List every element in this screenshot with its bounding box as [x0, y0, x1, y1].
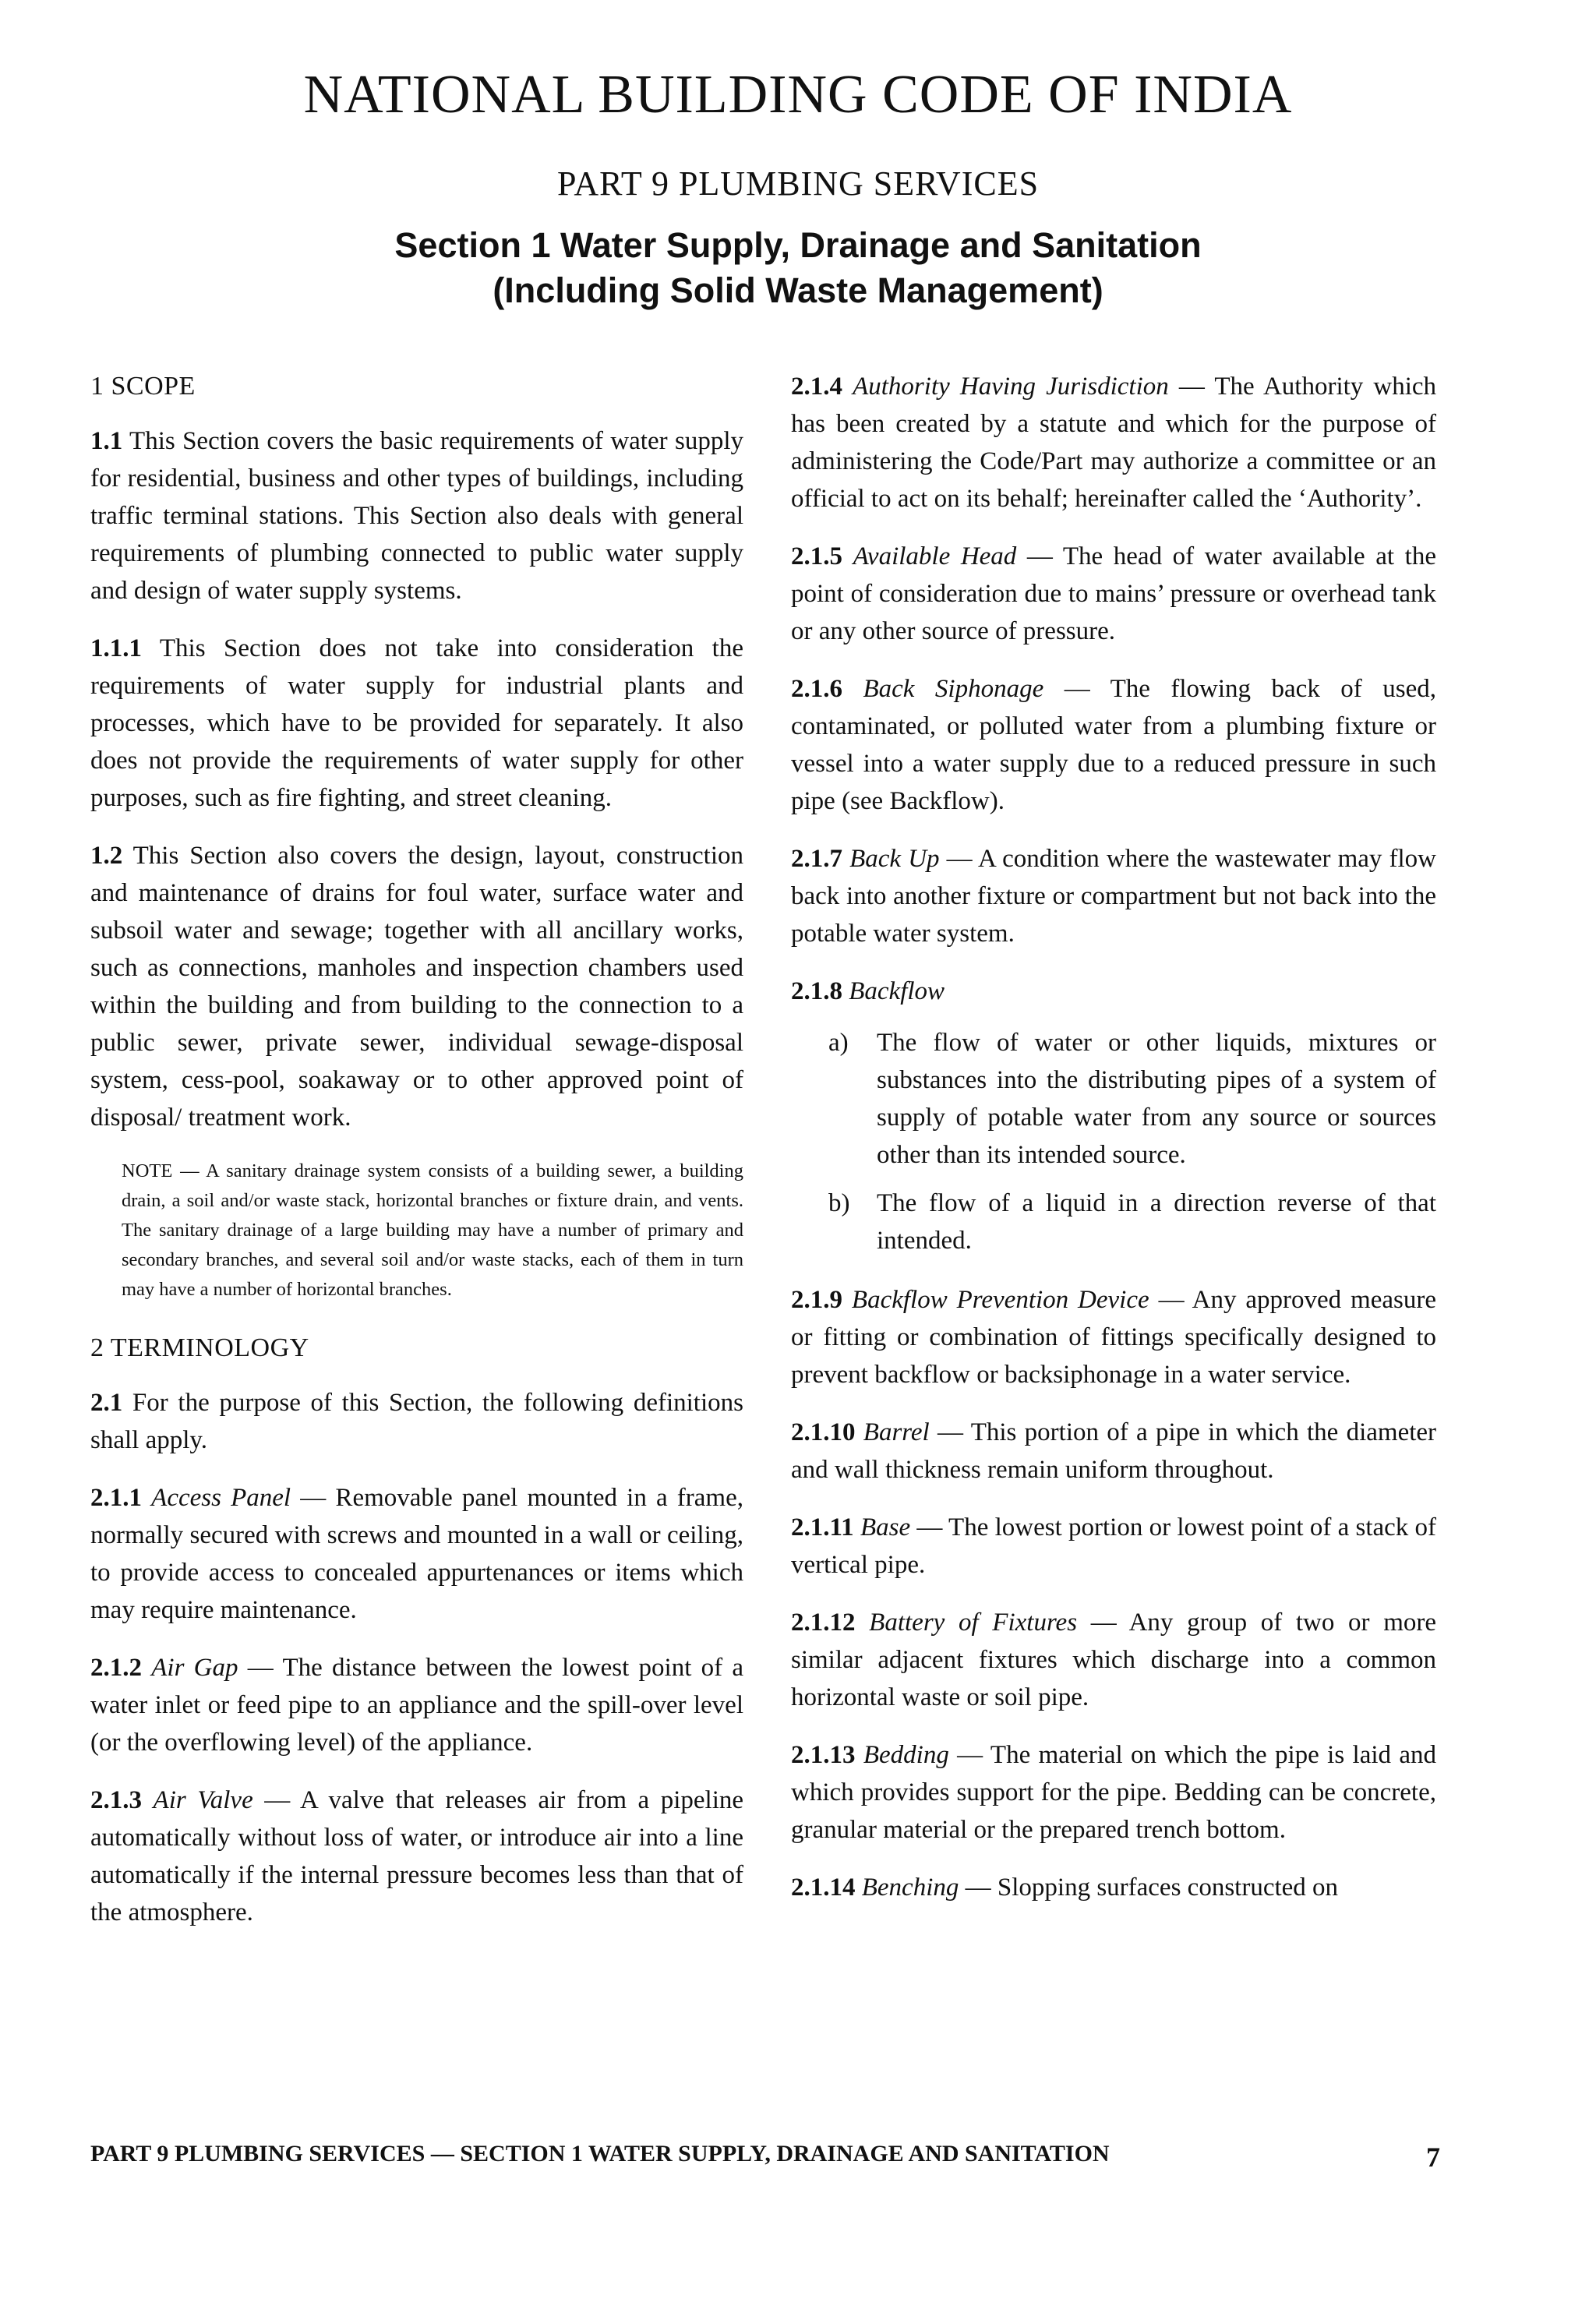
- list-item: [791, 1185, 1436, 1259]
- clause-number: 2.1.9: [791, 1286, 842, 1314]
- clause-text: This Section does not take into consideration the requirements of water supply for industrial plants and processes, which have to be provided for separately. It also does not provide the requirements of water supply for other purposes, such as fire fighting, and street cleaning.: [90, 634, 743, 812]
- section-title-line-2: (Including Solid Waste Management): [493, 270, 1103, 310]
- clause-number: 1.2: [90, 842, 123, 870]
- definition-2-1-11: [791, 1509, 1436, 1584]
- part-title: PART 9 PLUMBING SERVICES: [556, 164, 1040, 203]
- clause-number: 2.1.6: [791, 675, 842, 703]
- definition-text: — Removable panel mounted in a frame, normally secured with screws and mounted in a wall or ceiling, to provide access to concealed appurtenances or items which may require maintenance.: [90, 1484, 743, 1624]
- scope-heading: 1 SCOPE: [90, 372, 196, 401]
- definition-text: — A condition where the wastewater may flow back into another fixture or compartment but not back into the potable water system.: [791, 845, 1436, 948]
- clause-text: This Section also covers the design, layout, construction and maintenance of drains for foul water, surface water and subsoil water and sewage; together with all ancillary works, such as connections, manholes and inspection chambers used within the building and from building to the connection to a public sewer, private sewer, individual sewage-disposal system, cess-pool, soakaway or to other approved point of disposal/ treatment work.: [90, 842, 743, 1132]
- definition-2-1-12: [791, 1604, 1436, 1716]
- list-label: b): [828, 1189, 850, 1217]
- definition-text: — The flowing back of used, contaminated, or polluted water from a plumbing fixture or vessel into a water supply due to a reduced pressure in such pipe (see Backflow).: [791, 675, 1436, 815]
- definition-term: Barrel: [863, 1418, 930, 1446]
- definition-2-1-14: [791, 1869, 1436, 1906]
- clause-1-1-1: [90, 630, 743, 817]
- page-footer: [90, 2141, 1440, 2174]
- running-title: PART 9 PLUMBING SERVICES — SECTION 1 WATER SUPPLY, DRAINAGE AND SANITATION: [90, 2141, 1110, 2167]
- list-text: The flow of a liquid in a direction reverse of that intended.: [877, 1189, 1436, 1255]
- definition-text: — Slopping surfaces constructed on: [965, 1873, 1339, 1902]
- definition-text: — The lowest portion or lowest point of a stack of vertical pipe.: [791, 1513, 1437, 1579]
- clause-number: 2.1.13: [791, 1741, 856, 1769]
- definition-2-1-2: [90, 1649, 743, 1761]
- list-item: [791, 1024, 1436, 1174]
- definition-term: Back Siphonage: [863, 675, 1044, 703]
- clause-number: 2.1.1: [90, 1484, 142, 1512]
- definition-text: — The Authority which has been created by a statute and which for the purpose of administering the Code/Part may authorize a committee or an official to act on its behalf; hereinafter called the ‘Authority’.: [791, 373, 1437, 513]
- page-title: NATIONAL BUILDING CODE OF INDIA: [303, 65, 1293, 125]
- clause-number: 2.1.10: [791, 1418, 856, 1446]
- backflow-list: [791, 1024, 1436, 1259]
- definition-term: Air Valve: [153, 1786, 253, 1814]
- clause-1-1: [90, 422, 743, 609]
- definition-2-1-4: [791, 368, 1436, 517]
- definition-term: Bedding: [863, 1741, 949, 1769]
- right-column: [791, 368, 1436, 1926]
- definition-2-1-6: [791, 670, 1436, 820]
- clause-number: 1.1.1: [90, 634, 142, 662]
- definition-text: — The material on which the pipe is laid and which provides support for the pipe. Bedding can be concrete, granular material or the prepared trench bottom.: [791, 1741, 1436, 1844]
- definition-term: Base: [860, 1513, 911, 1541]
- clause-2-1: [90, 1384, 743, 1459]
- definition-2-1-13: [791, 1736, 1436, 1849]
- definition-term: Backflow Prevention Device: [851, 1286, 1149, 1314]
- section-title-line-1: Section 1 Water Supply, Drainage and Sanitation: [394, 225, 1202, 265]
- clause-number: 2.1.2: [90, 1654, 142, 1682]
- clause-text: This Section covers the basic requirements of water supply for residential, business and other types of buildings, including traffic terminal stations. This Section also deals with general requirements of plumbing connected to public water supply and design of water supply systems.: [90, 427, 743, 605]
- left-column: [90, 368, 743, 1951]
- clause-number: 2.1.14: [791, 1873, 856, 1902]
- clause-number: 2.1.3: [90, 1786, 142, 1814]
- clause-number: 2.1.4: [791, 373, 842, 401]
- page-number: 7: [1426, 2142, 1440, 2173]
- definition-2-1-5: [791, 538, 1436, 650]
- definition-term: Available Head: [853, 542, 1017, 570]
- definition-2-1-7: [791, 840, 1436, 952]
- definition-2-1-3: [90, 1782, 743, 1931]
- clause-number: 2.1.7: [791, 845, 842, 873]
- definition-term: Backflow: [849, 977, 945, 1005]
- definition-text: — A valve that releases air from a pipeline automatically without loss of water, or introduce air into a line automatically if the internal pressure becomes less than that of the atmosphere.: [90, 1786, 744, 1926]
- definition-2-1-9: [791, 1281, 1436, 1393]
- definition-term: Air Gap: [151, 1654, 238, 1682]
- definition-2-1-10: [791, 1414, 1436, 1488]
- clause-number: 1.1: [90, 427, 123, 455]
- definition-term: Benching: [861, 1873, 959, 1902]
- clause-number: 2.1.11: [791, 1513, 854, 1541]
- clause-1-2: [90, 837, 743, 1136]
- clause-number: 2.1.5: [791, 542, 842, 570]
- definition-text: — The distance between the lowest point of a water inlet or feed pipe to an appliance and the spill-over level (or the overflowing level) of the appliance.: [90, 1654, 744, 1757]
- definition-term: Battery of Fixtures: [869, 1609, 1078, 1637]
- definition-text: — Any approved measure or fitting or combination of fittings specifically designed to prevent backflow or backsiphonage in a water service.: [791, 1286, 1436, 1389]
- definition-term: Back Up: [849, 845, 940, 873]
- list-label: a): [828, 1029, 849, 1057]
- note: NOTE — A sanitary drainage system consists of a building sewer, a building drain, a soil and/or waste stack, horizontal branches or fixture drain, and vents. The sanitary drainage of a large building may have a number of primary and secondary branches, and several soil and/or waste stacks, each of them in turn may have a number of horizontal branches.: [122, 1160, 743, 1300]
- clause-number: 2.1: [90, 1389, 123, 1417]
- definition-2-1-8: [791, 973, 1436, 1010]
- definition-text: — Any group of two or more similar adjacent fixtures which discharge into a common horizontal waste or soil pipe.: [791, 1609, 1437, 1711]
- definition-2-1-1: [90, 1479, 743, 1629]
- definition-term: Access Panel: [151, 1484, 291, 1512]
- clause-text: For the purpose of this Section, the following definitions shall apply.: [90, 1389, 743, 1454]
- definition-text: — The head of water available at the point of consideration due to mains’ pressure or overhead tank or any other source of pressure.: [791, 542, 1437, 645]
- list-text: The flow of water or other liquids, mixtures or substances into the distributing pipes of a system of supply of potable water from any source or sources other than its intended source.: [877, 1029, 1436, 1169]
- clause-number: 2.1.8: [791, 977, 842, 1005]
- terminology-heading: 2 TERMINOLOGY: [90, 1333, 309, 1362]
- section-title: [0, 223, 1596, 313]
- definition-text: — This portion of a pipe in which the diameter and wall thickness remain uniform throughout.: [791, 1418, 1437, 1484]
- clause-number: 2.1.12: [791, 1609, 856, 1637]
- definition-term: Authority Having Jurisdiction: [853, 373, 1169, 401]
